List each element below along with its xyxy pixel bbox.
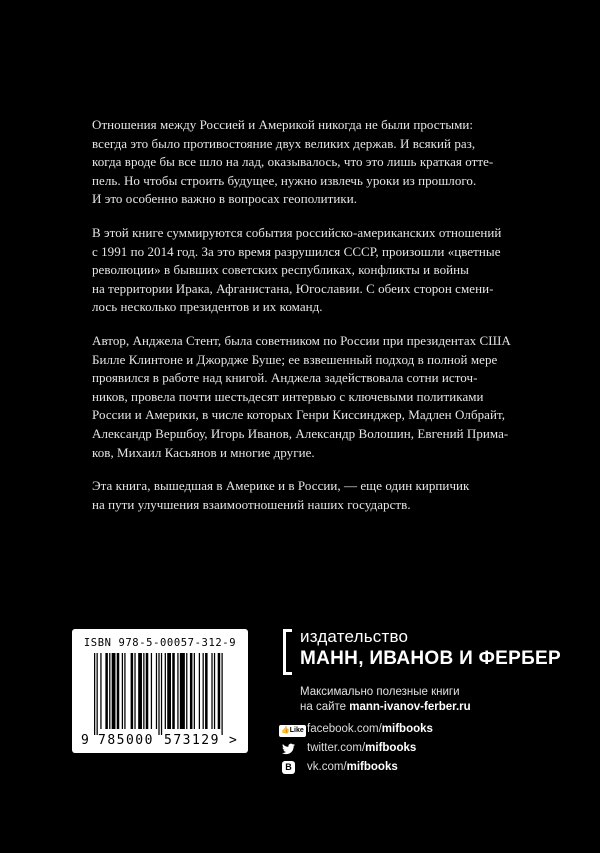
- barcode-bar: [109, 653, 110, 729]
- publisher-tagline-line1: Максимально полезные книги: [300, 686, 460, 698]
- barcode-bar: [105, 653, 108, 729]
- barcode-bar: [158, 653, 159, 735]
- paragraph-intro: Отношения между Россией и Америкой никогда не были простыми: всегда это было противостояние двух великих держав. И всякий раз, когда вроде бы все шло на лад, оказывалось, что это лишь краткая отте- пель. Но чтобы строить будущее, нужно извлечь уроки из прошлого. И это особенно важно в вопросах геополитики.: [92, 117, 494, 207]
- vk-handle: mifbooks: [346, 761, 398, 773]
- barcode-bar: [211, 653, 212, 729]
- isbn-barcode: [72, 629, 248, 753]
- barcode-right-group: 573129: [164, 733, 220, 748]
- barcode-bar: [100, 653, 101, 729]
- barcode-bar: [221, 653, 222, 735]
- barcode-bar: [167, 653, 171, 729]
- barcode-bar: [177, 653, 178, 729]
- vk-link-text: [307, 761, 398, 773]
- barcode-bar: [172, 653, 175, 729]
- twitter-bird-icon: [279, 742, 301, 756]
- paragraph-author: Автор, Анджела Стент, была советником по России при президентах США Билле Клинтоне и Джордже Буше; ее взвешенный подход в полной мере проявился в работе над книгой. Анджела задействовала сотни источ- ников, провела почти шестьдесят интервью с ключевыми политиками России и Америки, в числе которых Генри Киссинджер, Мадлен Олбрайт, Александр Вершбоу, Игорь Иванов, Александр Волошин, Евгений Прима- ков, Михаил Касьянов и многие другие.: [92, 332, 511, 460]
- barcode-bar: [146, 653, 149, 729]
- barcode-bar: [165, 653, 166, 729]
- facebook-like-icon: 👍Like: [279, 723, 301, 737]
- paragraph-closing: Эта книга, вышедшая в Америке и в России, — еще один кирпичик на пути улучшения взаимоотношений наших государств.: [92, 478, 470, 512]
- barcode-bar: [117, 653, 120, 729]
- barcode-bar: [214, 653, 215, 729]
- publisher-tagline-line2: [300, 700, 471, 715]
- barcode-bar: [156, 653, 157, 729]
- back-cover-text: [92, 116, 522, 529]
- barcode-bar: [186, 653, 187, 729]
- facebook-handle: mifbooks: [381, 723, 433, 735]
- barcode-bar: [97, 653, 98, 735]
- twitter-link-text: [307, 742, 416, 754]
- vk-prefix: vk.com/: [307, 761, 347, 773]
- paragraph-summary: В этой книге суммируются события российско-американских отношений с 1991 по 2014 год. За это время разрушился СССР, произошли «цветные революции» в бывших советских республиках, конфликты и войны на территории Ирака, Афганистана, Югославии. С обеих сторон смени- лось несколько президентов и их команд.: [92, 224, 502, 315]
- barcode-bar: [218, 653, 221, 729]
- barcode-bar: [205, 653, 208, 729]
- barcode-bar: [122, 653, 123, 729]
- barcode-bar: [112, 653, 116, 729]
- barcode-bar: [194, 653, 195, 729]
- vk-icon: [279, 761, 301, 775]
- barcode-bar: [151, 653, 152, 729]
- barcode-bar: [143, 653, 144, 729]
- barcode-bar: [94, 653, 95, 735]
- barcode-bar: [161, 653, 162, 735]
- barcode-bar: [203, 653, 204, 729]
- publisher-website-link[interactable]: mann-ivanov-ferber.ru: [349, 701, 471, 713]
- publisher-name: МАНН, ИВАНОВ И ФЕРБЕР: [300, 648, 561, 669]
- publisher-tagline-prefix: на сайте: [300, 701, 350, 713]
- barcode-left-group: 785000: [98, 733, 154, 748]
- publisher-tagline: [300, 685, 471, 715]
- vk-icon-letter: В: [282, 761, 295, 774]
- barcode-bar: [134, 653, 135, 729]
- barcode-bar: [138, 653, 142, 729]
- barcode-arrow: >: [229, 733, 237, 748]
- publisher-bracket-icon: [283, 629, 292, 675]
- isbn-number: ISBN 978-5-00057-312-9: [83, 637, 237, 649]
- barcode-bar: [124, 653, 125, 729]
- barcode-bar: [190, 653, 193, 729]
- facebook-like-label: Like: [289, 727, 304, 734]
- barcode-lead-digit: 9: [81, 733, 89, 748]
- twitter-prefix: twitter.com/: [307, 742, 366, 754]
- barcode-bars: [94, 653, 224, 735]
- barcode-bar: [180, 653, 185, 729]
- twitter-handle: mifbooks: [365, 742, 417, 754]
- facebook-prefix: facebook.com/: [307, 723, 382, 735]
- barcode-bar: [131, 653, 134, 729]
- barcode-bar: [199, 653, 200, 729]
- publisher-kind: издательство: [300, 627, 409, 646]
- facebook-link-text: [307, 723, 433, 735]
